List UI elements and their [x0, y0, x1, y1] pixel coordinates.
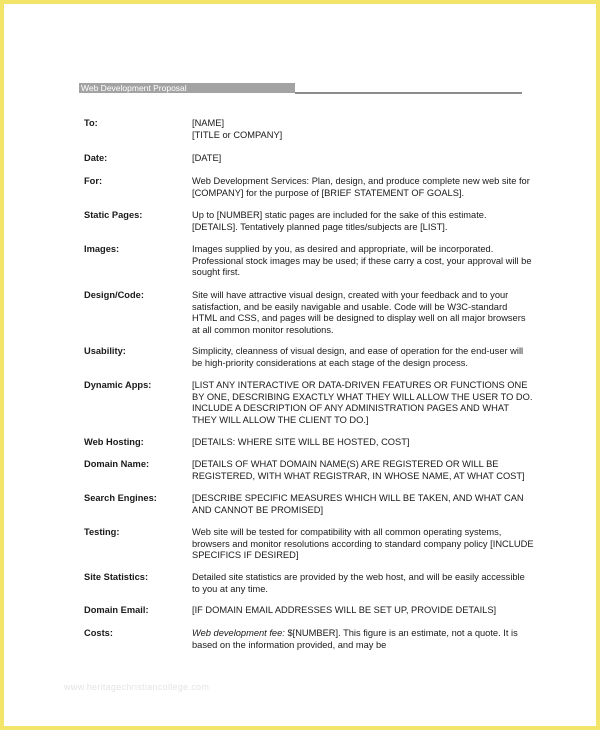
- watermark: www.heritagechristiancollege.com: [64, 682, 210, 692]
- field-value: [192, 459, 526, 482]
- value-line: AND CANNOT BE PROMISED]: [192, 504, 324, 515]
- value-line: SPECIFICS IF DESIRED]: [192, 550, 299, 561]
- document-header: [79, 83, 522, 97]
- value-line: [IF DOMAIN EMAIL ADDRESSES WILL BE SET UP, PROVIDE DETAILS]: [192, 605, 497, 615]
- field-value: [192, 290, 526, 336]
- document-page: [4, 4, 596, 726]
- field-value: [192, 176, 530, 199]
- field-label: For:: [84, 176, 103, 186]
- value-line: Web development fee: $[NUMBER]. This figure is an estimate, not a quote. It is: [192, 628, 518, 638]
- value-line: Web Development Services: Plan, design, and produce complete new web site for: [192, 176, 530, 186]
- value-line: Detailed site statistics are provided by the web host, and will be easily accessible: [192, 572, 525, 582]
- field-label: Site Statistics:: [84, 572, 149, 582]
- field-label: Search Engines:: [84, 493, 157, 503]
- field-value: [192, 118, 526, 141]
- value-line: sought first.: [192, 267, 241, 278]
- value-line: Professional stock images may be used; if these carry a cost, your approval will be: [192, 255, 532, 266]
- field-label: To:: [84, 118, 98, 128]
- value-line: Site will have attractive visual design, created with your feedback and to your: [192, 290, 509, 300]
- field-value: [192, 493, 526, 516]
- value-line: INCLUDE A DESCRIPTION OF ANY ADMINISTRATION PAGES AND WHAT: [192, 403, 510, 414]
- field-label: Web Hosting:: [84, 437, 144, 447]
- field-value: [192, 628, 526, 651]
- document-title: Web Development Proposal: [81, 83, 187, 93]
- value-line: satisfaction, and be easily navigable and usable. Code will be W3C-standard: [192, 301, 508, 312]
- field-label: Usability:: [84, 346, 126, 356]
- value-line: to you at any time.: [192, 583, 268, 594]
- value-line: [NAME]: [192, 118, 225, 128]
- value-line: [DETAILS: WHERE SITE WILL BE HOSTED, COST]: [192, 437, 410, 447]
- value-line: [LIST ANY INTERACTIVE OR DATA-DRIVEN FEATURES OR FUNCTIONS ONE: [192, 380, 528, 390]
- field-value: [192, 346, 526, 369]
- value-line: BY ONE, DESCRIBING EXACTLY WHAT THEY WILL ALLOW THE USER TO DO.: [192, 391, 533, 402]
- field-value: [192, 605, 526, 617]
- field-label: Costs:: [84, 628, 113, 638]
- field-value: [192, 437, 526, 449]
- field-label: Domain Email:: [84, 605, 149, 615]
- field-value: [192, 572, 526, 595]
- field-label: Dynamic Apps:: [84, 380, 152, 390]
- value-line: [COMPANY] for the purpose of [BRIEF STATEMENT OF GOALS].: [192, 187, 465, 198]
- field-label: Date:: [84, 153, 108, 163]
- value-line: based on the information provided, and may be: [192, 639, 387, 650]
- field-value: [192, 153, 526, 165]
- value-line: [DETAILS]. Tentatively planned page titles/subjects are [LIST].: [192, 221, 448, 232]
- value-line: Simplicity, cleanness of visual design, and ease of operation for the end-user will: [192, 346, 524, 356]
- header-rule: [295, 92, 522, 94]
- field-label: Testing:: [84, 527, 120, 537]
- field-label: Images:: [84, 244, 120, 254]
- value-line: browsers and monitor resolutions according to standard company policy [INCLUDE: [192, 538, 534, 549]
- field-value: [192, 244, 532, 279]
- value-line: [DATE]: [192, 153, 222, 163]
- value-line: at all common monitor resolutions.: [192, 324, 334, 335]
- value-line: THEY WILL ALLOW THE CLIENT TO DO.]: [192, 414, 369, 425]
- value-line: HTML and CSS, and pages will be designed to display well on all major browsers: [192, 313, 526, 324]
- field-label: Domain Name:: [84, 459, 150, 469]
- value-line: REGISTERED, WITH WHAT REGISTRAR, IN WHOSE NAME, AT WHAT COST]: [192, 470, 525, 481]
- field-label: Design/Code:: [84, 290, 144, 300]
- value-line: Images supplied by you, as desired and appropriate, will be incorporated.: [192, 244, 494, 254]
- value-line: [TITLE or COMPANY]: [192, 129, 283, 140]
- field-value: [192, 210, 526, 233]
- value-line: [DESCRIBE SPECIFIC MEASURES WHICH WILL BE TAKEN, AND WHAT CAN: [192, 493, 524, 503]
- value-line: Web site will be tested for compatibility with all common operating systems,: [192, 527, 502, 537]
- value-line: [DETAILS OF WHAT DOMAIN NAME(S) ARE REGISTERED OR WILL BE: [192, 459, 499, 469]
- field-label: Static Pages:: [84, 210, 143, 220]
- field-value: [192, 380, 533, 426]
- value-line: Up to [NUMBER] static pages are included for the sake of this estimate.: [192, 210, 487, 220]
- field-value: [192, 527, 534, 562]
- value-line: be high-priority considerations at each stage of the design process.: [192, 357, 468, 368]
